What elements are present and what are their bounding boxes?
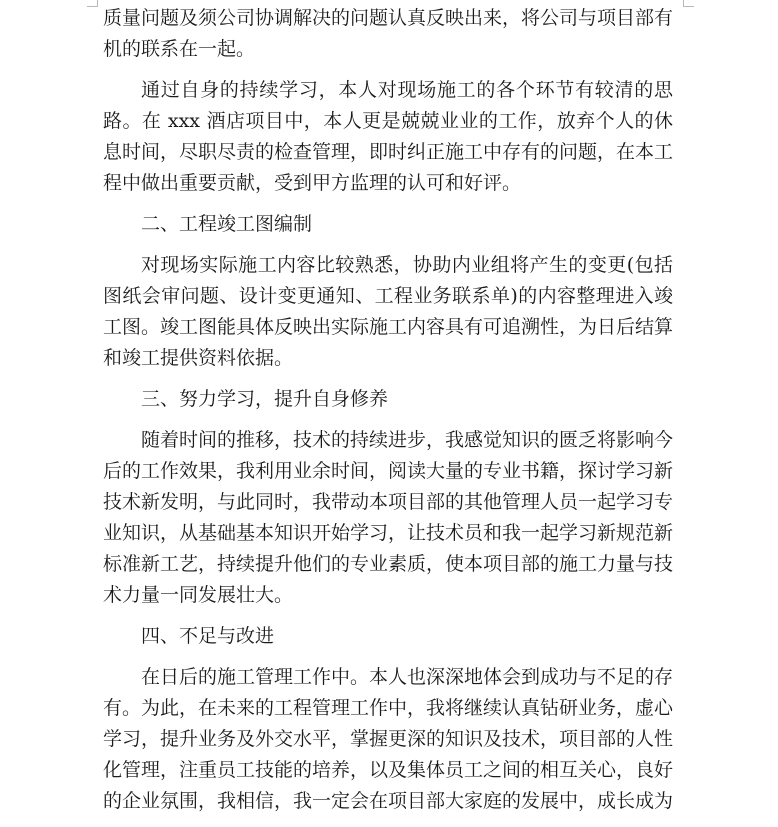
section-heading-4: 四、不足与改进 xyxy=(141,625,275,647)
paragraph-as-built-drawings: 对现场实际施工内容比较熟悉，协助内业组将产生的变更(包括图纸会审问题、设计变更通知、工程业务联系单)的内容整理进入竣工图。竣工图能具体反映出实际施工内容具有可追溯性，为日后结算和竣工提供资料依据。 xyxy=(103,254,674,369)
section-heading-3: 三、努力学习，提升自身修养 xyxy=(141,388,389,410)
section-heading-2: 二、工程竣工图编制 xyxy=(141,213,313,235)
crop-mark-top-right xyxy=(683,0,694,7)
paragraph-self-improvement: 随着时间的推移，技术的持续进步，我感觉知识的匮乏将影响今后的工作效果，我利用业余时间，阅读大量的专业书籍，探讨学习新技术新发明，与此同时，我带动本项目部的其他管理人员一起学习专业知识，从基础基本知识开始学习，让技术员和我一起学习新规范新标准新工艺，持续提升他们的专业素质，使本项目部的施工力量与技术力量一同发展壮大。 xyxy=(103,429,674,606)
document-body xyxy=(103,3,673,827)
paragraph-learning: 通过自身的持续学习，本人对现场施工的各个环节有较清的思路。在 xxx 酒店项目中，本人更是兢兢业业的工作，放弃个人的休息时间，尽职尽责的检查管理，即时纠正施工中存有的问题，在本工程中做出重要贡献，受到甲方监理的认可和好评。 xyxy=(103,79,674,194)
paragraph-shortcomings: 在日后的施工管理工作中。本人也深深地体会到成功与不足的存有。为此，在未来的工程管理工作中，我将继续认真钻研业务，虚心学习，提升业务及外交水平，掌握更深的知识及技术，项目部的人性化管理，注重员工技能的培养，以及集体员工之间的相互关心，良好的企业氛围，我相信，我一定会在项目部大家庭的发展中，成长成为 xyxy=(103,666,674,812)
paragraph-continuation: 质量问题及须公司协调解决的问题认真反映出来，将公司与项目部有机的联系在一起。 xyxy=(103,7,674,60)
crop-mark-top-left xyxy=(87,0,98,7)
